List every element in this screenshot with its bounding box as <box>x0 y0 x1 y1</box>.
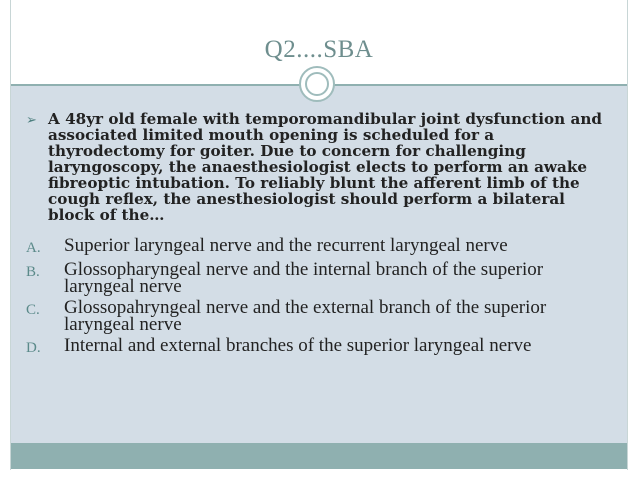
option-letter: B. <box>26 264 40 280</box>
option-text: Superior laryngeal nerve and the recurrent laryngeal nerve <box>64 235 508 256</box>
ring-ornament-icon <box>299 66 335 102</box>
option-text: Glossopharyngeal nerve and the internal branch of the superior laryngeal nerve <box>64 259 544 297</box>
slide-footer-band <box>11 443 627 469</box>
option-c <box>26 299 606 333</box>
arrow-bullet-icon: ➢ <box>26 113 37 128</box>
slide-title: Q2....SBA <box>264 36 374 63</box>
option-letter: D. <box>26 340 41 356</box>
option-d <box>26 337 606 357</box>
slide-border-right <box>627 0 628 470</box>
answer-options <box>26 237 606 361</box>
question-bullet <box>26 111 606 223</box>
option-b <box>26 261 606 295</box>
option-a <box>26 237 606 257</box>
question-text: A 48yr old female with temporomandibular joint dysfunction and associated limited mouth opening is scheduled for a thyrodectomy for goiter. Due to concern for challenging laryngoscopy, the anaesthesiologist elects to perform an awake fibreoptic intubation. To reliably blunt the afferent limb of the cough reflex, the anesthesiologist should perform a bilateral block of the… <box>48 110 603 224</box>
option-text: Internal and external branches of the superior laryngeal nerve <box>64 335 532 356</box>
option-letter: C. <box>26 302 40 318</box>
option-text: Glossopahryngeal nerve and the external branch of the superior laryngeal nerve <box>64 297 547 335</box>
option-letter: A. <box>26 240 41 256</box>
